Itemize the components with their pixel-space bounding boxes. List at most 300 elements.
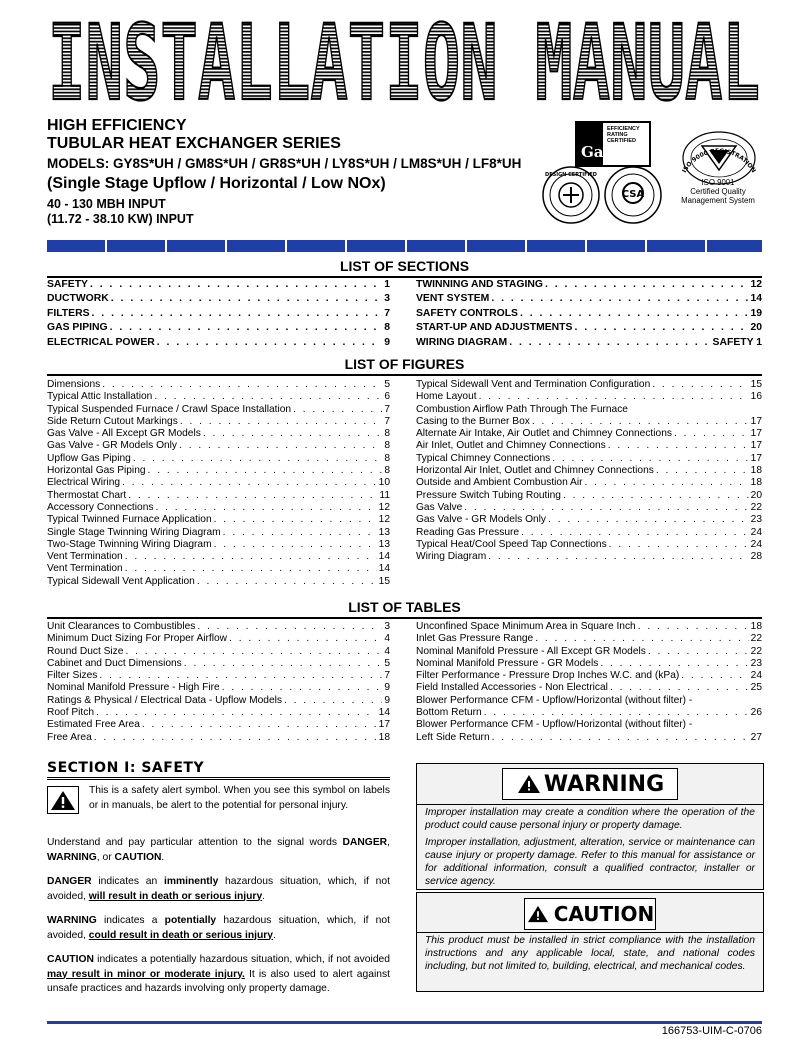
- table-entry: [416, 695, 762, 707]
- warning-p2: Improper installation, adjustment, alteration, service or maintenance can cause injury or property damage. Refer to this manual for assistance or for additional information, consult a qualified contractor, installer or service agency.: [425, 837, 755, 887]
- figure-entry-page: 13: [378, 538, 390, 550]
- leader-dots: [214, 514, 377, 526]
- table-entry: [416, 633, 762, 645]
- table-entry-label: Nominal Manifold Pressure - High Fire: [47, 682, 220, 694]
- section-1-rule: [47, 777, 390, 780]
- figure-entry-page: 17: [750, 415, 762, 427]
- table-entry-page: 17: [378, 719, 390, 731]
- figure-entry: [416, 391, 762, 403]
- gama-mark: Gama: [581, 143, 630, 161]
- figure-entry: [416, 428, 762, 440]
- iso-ring-text: ISO 9000 REGISTRATION: [680, 147, 757, 175]
- figure-entry-page: 18: [750, 465, 762, 477]
- figure-entry-page: 8: [384, 440, 390, 452]
- section-entry-page: 9: [384, 336, 390, 348]
- table-entry: [47, 633, 390, 645]
- figure-entry: [416, 551, 762, 563]
- design-seal-text: DESIGN CERTIFIED: [545, 172, 597, 178]
- figure-entry: [416, 453, 762, 465]
- table-entry-label: Filter Performance - Pressure Drop Inches W.C. and (kPa): [416, 670, 680, 682]
- figure-entry: [47, 416, 390, 428]
- figure-entry-page: 24: [750, 538, 762, 550]
- figure-entry-label: Typical Sidewall Vent and Termination Configuration: [416, 379, 651, 390]
- table-entry-page: 14: [378, 707, 390, 719]
- leader-dots: [545, 278, 748, 292]
- table-entry: [47, 695, 390, 707]
- tables-title: LIST OF TABLES: [348, 599, 461, 615]
- table-entry: [416, 682, 762, 694]
- figure-entry-label: Gas Valve: [416, 501, 463, 513]
- leader-dots: [184, 658, 383, 670]
- table-entry: [47, 646, 390, 658]
- figure-entry-label: Gas Valve - All Except GR Models: [47, 428, 201, 440]
- table-entry-label: Roof Pitch: [47, 707, 94, 719]
- figure-entry-page: 14: [378, 563, 390, 575]
- section-entry-page: 19: [750, 307, 762, 319]
- figure-entry-page: 10: [378, 477, 390, 489]
- table-entry: [47, 621, 390, 633]
- figures-rule: [47, 374, 762, 376]
- leader-dots: [574, 321, 748, 335]
- leader-dots: [484, 707, 749, 719]
- leader-dots: [179, 440, 382, 452]
- figure-entry-page: 8: [384, 452, 390, 464]
- leader-dots: [197, 576, 377, 588]
- banner-text: INSTALLATION MANUAL: [48, 17, 760, 103]
- leader-dots: [157, 336, 382, 350]
- figure-entry-page: 8: [384, 428, 390, 440]
- table-entry-label: Blower Performance CFM - Upflow/Horizontal (without filter) -: [416, 719, 693, 731]
- input-mbh: 40 - 130 MBH INPUT: [47, 197, 166, 211]
- figure-entry-page: 16: [750, 391, 762, 403]
- caution-box: [416, 892, 764, 992]
- table-entry: [416, 658, 762, 670]
- table-entry-page: 18: [750, 621, 762, 632]
- figure-entry: [416, 539, 762, 551]
- leader-dots: [197, 621, 382, 633]
- figure-entry-label: Gas Valve - GR Models Only: [416, 514, 547, 526]
- figure-entry-page: 12: [378, 501, 390, 513]
- leader-dots: [155, 502, 376, 514]
- figure-entry: [47, 563, 390, 575]
- leader-dots: [491, 292, 748, 306]
- section-entry-label: DUCTWORK: [47, 293, 109, 305]
- signal-words-paragraph: Understand and pay particular attention to the signal words DANGER, WARNING, or CAUTION.: [47, 837, 390, 863]
- table-entry-label: Unconfined Space Minimum Area in Square Inch: [416, 621, 636, 632]
- leader-dots: [652, 379, 748, 391]
- leader-dots: [99, 670, 382, 682]
- leader-dots: [122, 477, 377, 489]
- table-entry-label: Blower Performance CFM - Upflow/Horizontal (without filter) -: [416, 694, 693, 706]
- figure-entry: [47, 453, 390, 465]
- leader-dots: [521, 527, 749, 539]
- caution-triangle-icon: [526, 904, 550, 924]
- leader-dots: [94, 732, 377, 744]
- section-entry: [47, 321, 390, 335]
- title-line1: HIGH EFFICIENCY: [47, 117, 187, 134]
- figure-entry-label: Gas Valve - GR Models Only: [47, 440, 178, 452]
- leader-dots: [125, 551, 377, 563]
- figures-list-left: [47, 379, 390, 588]
- input-kw: (11.72 - 38.10 KW) INPUT: [47, 212, 194, 226]
- header-stripe: [47, 240, 762, 252]
- figure-entry: [47, 440, 390, 452]
- tables-list-right: [416, 621, 762, 744]
- figure-entry: [47, 379, 390, 391]
- table-entry: [416, 707, 762, 719]
- table-entry-label: Unit Clearances to Combustibles: [47, 621, 196, 632]
- table-entry-page: 4: [384, 633, 390, 645]
- table-entry-label: Filter Sizes: [47, 670, 98, 682]
- leader-dots: [92, 307, 383, 321]
- figure-entry-label: Electrical Wiring: [47, 477, 121, 489]
- figure-entry-page: 23: [750, 514, 762, 526]
- figure-entry: [47, 502, 390, 514]
- table-entry: [47, 707, 390, 719]
- leader-dots: [125, 646, 382, 658]
- safety-alert-text: This is a safety alert symbol. When you see this symbol on labels or in manuals, be alert to the potential for personal injury.: [89, 785, 390, 811]
- leader-dots: [96, 707, 377, 719]
- leader-dots: [90, 278, 382, 292]
- sections-list-left: [47, 278, 390, 350]
- leader-dots: [203, 428, 383, 440]
- table-entry-page: 25: [750, 682, 762, 694]
- section-entry-label: FILTERS: [47, 307, 90, 319]
- leader-dots: [535, 633, 748, 645]
- figure-entry-label: Wiring Diagram: [416, 551, 487, 563]
- figure-entry-label: Typical Attic Installation: [47, 391, 153, 403]
- table-entry: [47, 719, 390, 731]
- danger-paragraph: DANGER indicates an imminently hazardous situation, which, if not avoided, will result in death or serious injury.: [47, 876, 390, 902]
- table-entry-label: Ratings & Physical / Electrical Data - Upflow Models: [47, 694, 282, 706]
- iso-caption: [668, 178, 768, 205]
- section-entry-page: 12: [750, 279, 762, 290]
- figure-entry-label: Horizontal Gas Piping: [47, 465, 146, 477]
- leader-dots: [223, 527, 377, 539]
- caution-header: [524, 898, 656, 930]
- leader-dots: [133, 453, 383, 465]
- figure-entry: [47, 539, 390, 551]
- table-entry: [416, 732, 762, 744]
- leader-dots: [548, 514, 749, 526]
- table-entry: [416, 670, 762, 682]
- figure-entry-label: Casing to the Burner Box: [416, 415, 530, 427]
- figure-entry-page: 17: [750, 440, 762, 452]
- leader-dots: [229, 633, 382, 645]
- figure-entry-label: Typical Twinned Furnace Application: [47, 514, 212, 526]
- doc-number: 166753-UIM-C-0706: [661, 1025, 762, 1037]
- figure-entry-label: Single Stage Twinning Wiring Diagram: [47, 526, 221, 538]
- leader-dots: [674, 428, 749, 440]
- section-entry-label: SAFETY CONTROLS: [416, 307, 518, 319]
- gama-line-3: CERTIFIED: [607, 138, 637, 144]
- section-entry: [416, 292, 762, 306]
- leader-dots: [142, 719, 377, 731]
- figures-title: LIST OF FIGURES: [344, 356, 465, 372]
- iso-line-2: Certified Quality: [690, 187, 746, 196]
- section-entry: [416, 321, 762, 335]
- figure-entry-label: Combustion Airflow Path Through The Furnace: [416, 403, 628, 415]
- table-entry-label: Inlet Gas Pressure Range: [416, 633, 534, 645]
- leader-dots: [694, 719, 760, 731]
- figure-entry-label: Reading Gas Pressure: [416, 526, 520, 538]
- table-entry: [416, 621, 762, 633]
- section-entry: [416, 307, 762, 321]
- section-entry: [47, 278, 390, 292]
- figure-entry: [47, 514, 390, 526]
- figure-entry: [47, 404, 390, 416]
- table-entry-page: 24: [750, 670, 762, 682]
- section-entry-label: START-UP AND ADJUSTMENTS: [416, 322, 573, 334]
- section-entry-label: VENT SYSTEM: [416, 293, 490, 305]
- figure-entry-page: 14: [378, 551, 390, 563]
- figure-entry: [47, 391, 390, 403]
- certification-seals: [541, 165, 669, 227]
- figure-entry-page: 24: [750, 526, 762, 538]
- figure-entry: [416, 490, 762, 502]
- figure-entry-page: 6: [384, 391, 390, 403]
- figure-entry-label: Air Inlet, Outlet and Chimney Connections: [416, 440, 606, 452]
- figures-list-right: [416, 379, 762, 563]
- figure-entry-label: Horizontal Air Inlet, Outlet and Chimney Connections: [416, 465, 654, 477]
- subtitle: (Single Stage Upflow / Horizontal / Low NOx): [47, 175, 386, 192]
- section-entry-page: 7: [384, 307, 390, 319]
- figure-entry: [416, 416, 762, 428]
- caution-paragraph: CAUTION indicates a potentially hazardous situation, which, if not avoided may result in minor or moderate injury. It is also used to alert against unsafe practices and hazards involving only property damage.: [47, 954, 390, 994]
- figure-entry-label: Two-Stage Twinning Wiring Diagram: [47, 538, 212, 550]
- safety-alert-icon: [48, 787, 78, 813]
- iso-line-3: Management System: [681, 196, 755, 205]
- figure-entry-page: 17: [750, 428, 762, 440]
- figure-entry-page: 20: [750, 489, 762, 501]
- table-entry-page: 27: [750, 731, 762, 743]
- figure-entry-page: 7: [384, 403, 390, 415]
- figure-entry-label: Home Layout: [416, 391, 477, 403]
- section-entry: [47, 292, 390, 306]
- safety-alert-box: [47, 786, 79, 814]
- leader-dots: [630, 404, 760, 416]
- caution-title: CAUTION: [553, 902, 655, 926]
- figure-entry-label: Vent Termination: [47, 551, 123, 563]
- leader-dots: [509, 336, 710, 350]
- iso-line-1: ISO 9001: [701, 178, 735, 187]
- section-entry-label: WIRING DIAGRAM: [416, 336, 508, 348]
- leader-dots: [154, 391, 382, 403]
- table-entry-label: Cabinet and Duct Dimensions: [47, 657, 182, 669]
- section-entry-label: TWINNING AND STAGING: [416, 279, 543, 290]
- figure-entry: [47, 490, 390, 502]
- figure-entry-page: 18: [750, 477, 762, 489]
- figure-entry-label: Upflow Gas Piping: [47, 452, 131, 464]
- leader-dots: [610, 682, 749, 694]
- leader-dots: [293, 404, 382, 416]
- figure-entry-label: Vent Termination: [47, 563, 123, 575]
- figure-entry: [416, 502, 762, 514]
- figure-entry: [416, 404, 762, 416]
- tables-rule: [47, 617, 762, 619]
- table-entry-label: Round Duct Size: [47, 645, 124, 657]
- leader-dots: [552, 453, 748, 465]
- figure-entry-page: 5: [384, 379, 390, 390]
- table-entry-page: 5: [384, 657, 390, 669]
- figure-entry: [416, 465, 762, 477]
- table-entry-page: 22: [750, 645, 762, 657]
- table-entry: [47, 682, 390, 694]
- leader-dots: [532, 416, 749, 428]
- figure-entry-label: Alternate Air Intake, Air Outlet and Chimney Connections: [416, 428, 672, 440]
- figure-entry-label: Thermostat Chart: [47, 489, 127, 501]
- leader-dots: [520, 307, 748, 321]
- figure-entry-label: Typical Chimney Connections: [416, 452, 551, 464]
- section-entry-page: 8: [384, 322, 390, 334]
- figure-entry-page: 8: [384, 465, 390, 477]
- warning-title: WARNING: [543, 771, 665, 797]
- leader-dots: [125, 563, 377, 575]
- installation-manual-banner: [45, 17, 763, 103]
- leader-dots: [464, 502, 748, 514]
- leader-dots: [102, 379, 382, 391]
- table-entry-label: Nominal Manifold Pressure - GR Models: [416, 657, 599, 669]
- figure-entry-page: 15: [378, 575, 390, 587]
- table-entry-label: Free Area: [47, 731, 92, 743]
- section-entry: [47, 307, 390, 321]
- warning-paragraph: WARNING indicates a potentially hazardous situation, which, if not avoided, could result in death or serious injury.: [47, 915, 390, 941]
- figure-entry: [47, 465, 390, 477]
- table-entry-page: 9: [384, 682, 390, 694]
- table-entry-page: 22: [750, 633, 762, 645]
- section-entry: [416, 336, 762, 350]
- warning-header: [502, 768, 678, 800]
- table-entry-page: 26: [750, 707, 762, 719]
- gama-logo: [575, 121, 651, 167]
- leader-dots: [656, 465, 749, 477]
- leader-dots: [608, 440, 749, 452]
- section-entry: [47, 336, 390, 350]
- leader-dots: [638, 621, 749, 633]
- leader-dots: [111, 292, 382, 306]
- figure-entry: [47, 551, 390, 563]
- sections-list-right: [416, 278, 762, 350]
- figure-entry: [416, 440, 762, 452]
- leader-dots: [694, 695, 760, 707]
- leader-dots: [488, 551, 748, 563]
- figure-entry-label: Side Return Cutout Markings: [47, 415, 178, 427]
- leader-dots: [609, 539, 749, 551]
- figure-entry-label: Accessory Connections: [47, 501, 154, 513]
- warning-triangle-icon: [516, 773, 542, 795]
- figure-entry-label: Pressure Switch Tubing Routing: [416, 489, 561, 501]
- table-entry-label: Field Installed Accessories - Non Electrical: [416, 682, 608, 694]
- figure-entry-label: Dimensions: [47, 379, 101, 390]
- leader-dots: [180, 416, 383, 428]
- table-entry-page: 3: [384, 621, 390, 632]
- csa-seal-text: CSA: [621, 189, 645, 200]
- table-entry: [47, 670, 390, 682]
- figure-entry-label: Typical Suspended Furnace / Crawl Space Installation: [47, 403, 292, 415]
- section-entry-label: ELECTRICAL POWER: [47, 336, 155, 348]
- leader-dots: [681, 670, 748, 682]
- figure-entry: [416, 527, 762, 539]
- figure-entry-label: Typical Sidewall Vent Application: [47, 575, 195, 587]
- leader-dots: [128, 490, 377, 502]
- section-1-heading: SECTION I: SAFETY: [47, 760, 205, 776]
- section-entry-page: 20: [750, 322, 762, 334]
- table-entry-page: 18: [378, 731, 390, 743]
- table-entry-page: 23: [750, 657, 762, 669]
- figure-entry-page: 13: [378, 526, 390, 538]
- leader-dots: [585, 477, 749, 489]
- table-entry: [416, 719, 762, 731]
- figure-entry: [47, 428, 390, 440]
- table-entry: [47, 732, 390, 744]
- table-entry-label: Estimated Free Area: [47, 719, 140, 731]
- figure-entry-label: Outside and Ambient Combustion Air: [416, 477, 583, 489]
- gama-line-1: EFFICIENCY: [607, 126, 640, 132]
- table-entry-label: Nominal Manifold Pressure - All Except GR Models: [416, 645, 646, 657]
- leader-dots: [648, 646, 749, 658]
- warning-box: [416, 763, 764, 890]
- safety-body: [47, 836, 390, 1007]
- leader-dots: [148, 465, 383, 477]
- tables-list-left: [47, 621, 390, 744]
- leader-dots: [479, 391, 749, 403]
- figure-entry-page: 22: [750, 501, 762, 513]
- leader-dots: [214, 539, 377, 551]
- table-entry-page: 4: [384, 645, 390, 657]
- figure-entry-page: 11: [379, 489, 390, 501]
- figure-entry-page: 15: [750, 379, 762, 390]
- title-line2: TUBULAR HEAT EXCHANGER SERIES: [47, 135, 341, 152]
- section-entry-label: SAFETY: [47, 279, 88, 290]
- section-entry-page: 14: [750, 293, 762, 305]
- gama-line-2: RATING: [607, 132, 628, 138]
- leader-dots: [492, 732, 749, 744]
- leader-dots: [222, 682, 383, 694]
- figure-entry: [47, 527, 390, 539]
- table-entry: [416, 646, 762, 658]
- warning-p1: Improper installation may create a condition where the operation of the product could cause personal injury or property damage.: [425, 807, 755, 831]
- section-entry-label: GAS PIPING: [47, 322, 108, 334]
- section-entry-page: SAFETY 1: [712, 336, 762, 348]
- table-entry-label: Minimum Duct Sizing For Proper Airflow: [47, 633, 228, 645]
- models-line: MODELS: GY8S*UH / GM8S*UH / GR8S*UH / LY8S*UH / LM8S*UH / LF8*UH: [47, 156, 522, 171]
- table-entry-label: Bottom Return: [416, 707, 482, 719]
- figure-entry-page: 7: [384, 415, 390, 427]
- sections-title: LIST OF SECTIONS: [339, 258, 470, 274]
- table-entry-label: Left Side Return: [416, 731, 490, 743]
- leader-dots: [284, 695, 382, 707]
- leader-dots: [110, 321, 383, 335]
- table-entry: [47, 658, 390, 670]
- table-entry-page: 9: [384, 694, 390, 706]
- section-entry-page: 1: [384, 279, 390, 290]
- caution-p1: This product must be installed in strict compliance with the installation instructions and any applicable local, state, and national codes including, but not limited to, building, electrical, and mechanical codes.: [425, 935, 755, 972]
- leader-dots: [563, 490, 749, 502]
- figure-entry: [47, 576, 390, 588]
- figure-entry: [416, 379, 762, 391]
- table-entry-page: 7: [384, 670, 390, 682]
- figure-entry-page: 17: [750, 452, 762, 464]
- figure-entry-page: 28: [750, 551, 762, 563]
- figure-entry: [416, 477, 762, 489]
- section-entry: [416, 278, 762, 292]
- section-entry-page: 3: [384, 293, 390, 305]
- figure-entry: [416, 514, 762, 526]
- warning-text: [425, 806, 755, 888]
- figure-entry: [47, 477, 390, 489]
- leader-dots: [600, 658, 748, 670]
- figure-entry-page: 12: [378, 514, 390, 526]
